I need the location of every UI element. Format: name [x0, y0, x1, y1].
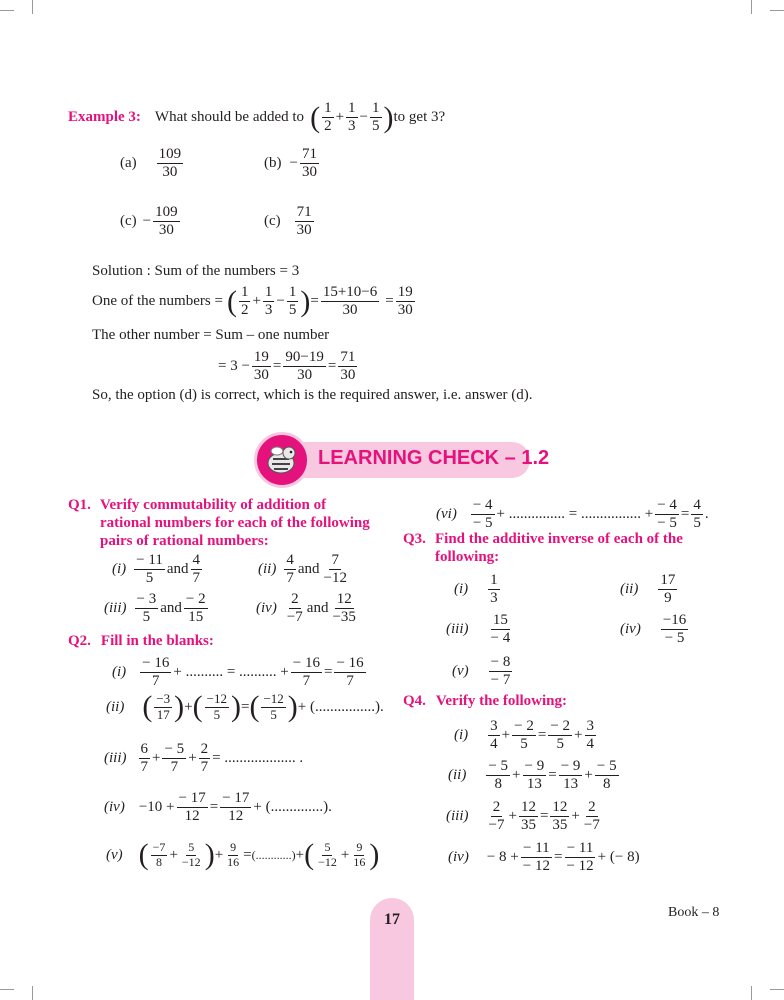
q2-item: (ii) ( $\frac{-3}{17}$ ) + ( $\frac{-12}{5}$ ) = ( $\frac{-12}{5}$ ) + (................). — [106, 690, 384, 724]
option-d: (c) $\frac{71}{30}$ — [264, 204, 312, 239]
crop-mark — [32, 0, 33, 14]
crop-mark — [751, 986, 752, 1000]
banner-title: LEARNING CHECK – 1.2 — [318, 447, 550, 469]
banner-badge — [254, 432, 310, 488]
crop-mark — [32, 986, 33, 1000]
q4-item: (iv) − 8 + $\frac{- 11}{- 12}$ = $\frac{- 11}{- 12}$ + (− 8) — [448, 840, 640, 875]
q3-item: (i) $\frac{1}{3}$ — [454, 572, 498, 607]
q1-heading: Q1. — [68, 497, 91, 513]
crop-mark — [0, 10, 14, 11]
q2-item: (i) $\frac{- 16}{7}$ + .......... = .......... + $\frac{- 16}{7}$ = $\frac{- 16}{7}$ — [112, 655, 364, 690]
option-a: (a) $\frac{109}{30}$ — [120, 146, 182, 181]
page-number: 17 — [384, 911, 400, 928]
q2-item: (iv) −10 + $\frac{- 17}{12}$ = $\frac{- 17}{12}$ + (..............). — [104, 790, 332, 825]
example-question: Example 3: What should be added to ( $\frac{1}{2}$ + $\frac{1}{3}$ − $\frac{1}{5}$ ) to get 3? — [68, 100, 446, 135]
q1-item: (ii) $\frac{4}{7}$ and $\frac{7}{-12}$ — [258, 552, 347, 587]
q2-item: (vi) $\frac{- 4}{- 5}$ + ............... = ................ + $\frac{- 4}{- 5}$ = $\frac{4}{5}$ . — [436, 497, 709, 532]
q3-item: (iv) $\frac{-16}{- 5}$ — [620, 612, 687, 647]
solution-line: One of the numbers = ( $\frac{1}{2}$ + $\frac{1}{3}$ − $\frac{1}{5}$ ) = $\frac{15+10-6}{30}$ = $\frac{19}{30}$ — [92, 284, 413, 319]
crop-mark — [0, 989, 14, 990]
solution-line: Solution : Sum of the numbers = 3 — [92, 263, 300, 279]
q4-item: (ii) $\frac{- 5}{8}$ + $\frac{- 9}{13}$ = $\frac{- 9}{13}$ + $\frac{- 5}{8}$ — [448, 758, 617, 793]
q4-item: (iii) $\frac{2}{-7}$ + $\frac{12}{35}$ = $\frac{12}{35}$ + $\frac{2}{-7}$ — [446, 799, 600, 834]
fraction: $\frac{1}{2}$ — [324, 100, 332, 135]
fraction: $\frac{1}{5}$ — [372, 100, 380, 135]
q3-item: (ii) $\frac{17}{9}$ — [620, 572, 676, 607]
book-label: Book – 8 — [668, 905, 720, 920]
q2-heading: Q2. Fill in the blanks: — [68, 633, 214, 649]
q3-heading: Q3. — [403, 531, 426, 547]
solution-line: The other number = Sum – one number — [92, 327, 330, 343]
q2-item: (iii) $\frac{6}{7}$ + $\frac{- 5}{7}$ + $\frac{2}{7}$ = ................... . — [104, 741, 304, 776]
option-c: (c) − $\frac{109}{30}$ — [120, 204, 178, 239]
q4-item: (i) $\frac{3}{4}$ + $\frac{- 2}{5}$ = $\frac{- 2}{5}$ + $\frac{3}{4}$ — [454, 718, 595, 753]
bee-mascot-icon — [257, 435, 307, 485]
crop-mark — [770, 10, 784, 11]
example-question-post: to get 3? — [393, 109, 446, 126]
q4-heading: Q4. Verify the following: — [403, 693, 568, 709]
q3-item: (iii) $\frac{15}{- 4}$ — [446, 612, 511, 647]
solution-line: So, the option (d) is correct, which is the required answer, i.e. answer (d). — [92, 387, 533, 403]
q3-item: (v) $\frac{- 8}{- 7}$ — [452, 654, 511, 689]
q1-item: (i) $\frac{- 11}{5}$ and $\frac{4}{7}$ — [112, 552, 200, 587]
crop-mark — [770, 989, 784, 990]
q2-item: (v) ( $\frac{-7}{8}$ + $\frac{5}{-12}$ ) + $\frac{9}{16}$ = (............) + ( $\frac{5}{-12}$ + $\frac{9}{16}$ ) — [106, 838, 380, 871]
fraction: $\frac{1}{3}$ — [348, 100, 356, 135]
q1-text: Verify commutability of addition of rational numbers for each of the following pairs of rational numbers: — [100, 497, 370, 549]
example-label: Example 3: — [68, 109, 141, 126]
learning-check-banner — [254, 430, 550, 490]
crop-mark — [751, 0, 752, 14]
q3-text: Find the additive inverse of each of the following: — [435, 531, 683, 565]
solution-line: = 3 − $\frac{19}{30}$ = $\frac{90-19}{30}$ = $\frac{71}{30}$ — [218, 349, 356, 384]
example-question-pre: What should be added to — [154, 109, 305, 126]
q1-item: (iii) $\frac{- 3}{5}$ and $\frac{- 2}{15}$ — [104, 591, 206, 626]
q1-item: (iv) $\frac{2}{-7}$ and $\frac{12}{-35}$ — [256, 591, 356, 626]
option-b: (b) − $\frac{71}{30}$ — [264, 146, 317, 181]
